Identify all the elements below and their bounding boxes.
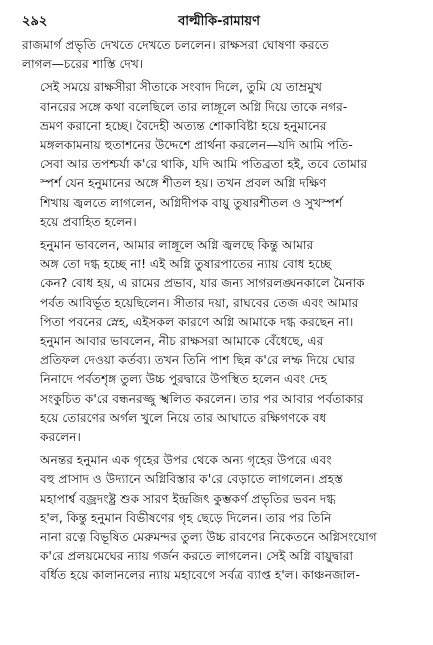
text-line: অঙ্গ তো দগ্ধ হচ্ছে না! এই অগ্নি তুষারপাতের ন্যায় বোধ হচ্ছে (40, 257, 332, 272)
text-line: বহু প্রাসাদ ও উদ্যানে অগ্নিবিস্তার ক'রে বেড়াতে লাগলেন। প্রহস্ত (40, 472, 343, 487)
text-line: করলেন। (40, 430, 81, 445)
text-line: বর্ধিত হয়ে কালানলের ন্যায় মহাবেগে সর্বত্র ব্যাপ্ত হ'ল। কাঞ্চনজাল- (40, 568, 360, 583)
text-line: পর্বত আবির্ভূত হয়েছিলেন। সীতার দয়া, রাঘবের তেজ এবং আমার (40, 295, 359, 310)
text-line: কেন? বোধ হয়, এ রামের প্রভাব, যার জন্য সাগরলঙ্ঘনকালে মৈনাক (40, 276, 365, 291)
text-line: ক'রে প্রলয়মেঘের ন্যায় গর্জন করতে লাগলেন। সেই অগ্নি বায়ুদ্বারা (40, 549, 354, 564)
text-line: মহাপার্শ্ব বজ্রদংষ্ট্র শুক সারণ ইন্দ্রজিৎ কুম্ভকর্ণ প্রভৃতির ভবন দগ্ধ (40, 491, 336, 506)
text-line: পিতা পবনের স্নেহ, এইসকল কারণে অগ্নি আমাকে দগ্ধ করছেন না। (40, 314, 354, 329)
paragraph-4 (22, 451, 416, 585)
page-header (22, 10, 416, 32)
text-line: সেই সময়ে রাক্ষসীরা সীতাকে সংবাদ দিলে, তুমি যে তাম্রমুখ (40, 80, 323, 95)
text-line: সংকুচিত ক'রে বন্ধনরজ্জু স্খলিত করলেন। তার পর আবার পর্বতাকার (40, 391, 364, 406)
text-line: মঙ্গলকামনায় হুতাশনের উদ্দেশে প্রার্থনা করলেন—যদি আমি পতি- (40, 138, 353, 153)
text-line: রাজমার্গ প্রভৃতি দেখতে দেখতে চললেন। রাক্ষসরা ঘোষণা করতে (22, 38, 329, 52)
text-line: হয়ে তোরণের অর্গল খুলে নিয়ে তার আঘাতে রক্ষিগণকে বধ (40, 410, 327, 425)
text-line: অনন্তর হনুমান এক গৃহের উপর থেকে অন্য গৃহের উপরে এবং (40, 453, 332, 468)
text-line: বানরের সঙ্গে কথা বলেছিলে তার লাঙ্গূলে অগ্নি দিয়ে তাকে নগর- (40, 99, 348, 114)
book-page (22, 10, 416, 635)
text-line: নানা রত্নে বিভূষিত মেরুমন্দর তুল্য উচ্চ রাবণের নিকেতনে অগ্নিসংযোগ (40, 530, 377, 545)
body-text (22, 36, 416, 586)
paragraph-2 (22, 78, 416, 232)
text-line: শিখায় জ্বলতে লাগলেন, অগ্নিদীপক বায়ু তুষারশীতল ও সুখস্পর্শ (40, 195, 343, 210)
text-line: হনুমান আবার ভাবলেন, নীচ রাক্ষসরা আমাকে বেঁধেছে, এর (40, 334, 324, 349)
text-line: প্রতিফল দেওয়া কর্তব্য। তখন তিনি পাশ ছিন্ন ক'রে লম্ফ দিয়ে ঘোর (40, 353, 356, 368)
page-number: ২৯২ (22, 14, 48, 29)
running-title: বাল্মীকি-রামায়ণ (178, 14, 260, 29)
paragraph-3 (22, 236, 416, 447)
text-line: স্পর্শ যেন হনুমানের অঙ্গে শীতল হয়। তখন প্রবল অগ্নি দক্ষিণ (40, 176, 327, 191)
text-line: ভ্রমণ করানো হচ্ছে। বৈদেহী অত্যন্ত শোকাবিষ্টা হয়ে হনুমানের (40, 118, 327, 133)
text-line: হ'ল, কিন্তু হনুমান বিভীষণের গৃহ ছেড়ে দিলেন। তার পর তিনি (40, 510, 332, 525)
text-line: লাগল—চরের শাস্তি দেখ। (22, 57, 144, 72)
text-line: হনুমান ভাবলেন, আমার লাঙ্গূলে অগ্নি জ্বলছে কিন্তু আমার (40, 238, 314, 253)
paragraph-1 (22, 36, 416, 74)
text-line: হয়ে প্রবাহিত হলেন। (40, 214, 137, 229)
text-line: সেবা আর তপশ্চর্যা ক'রে থাকি, যদি আমি পতিব্রতা হই, তবে তোমার (40, 157, 368, 172)
text-line: নিনাদে পর্বতশৃঙ্গ তুল্য উচ্চ পুরদ্বারে উপস্থিত হলেন এবং দেহ (40, 372, 327, 387)
